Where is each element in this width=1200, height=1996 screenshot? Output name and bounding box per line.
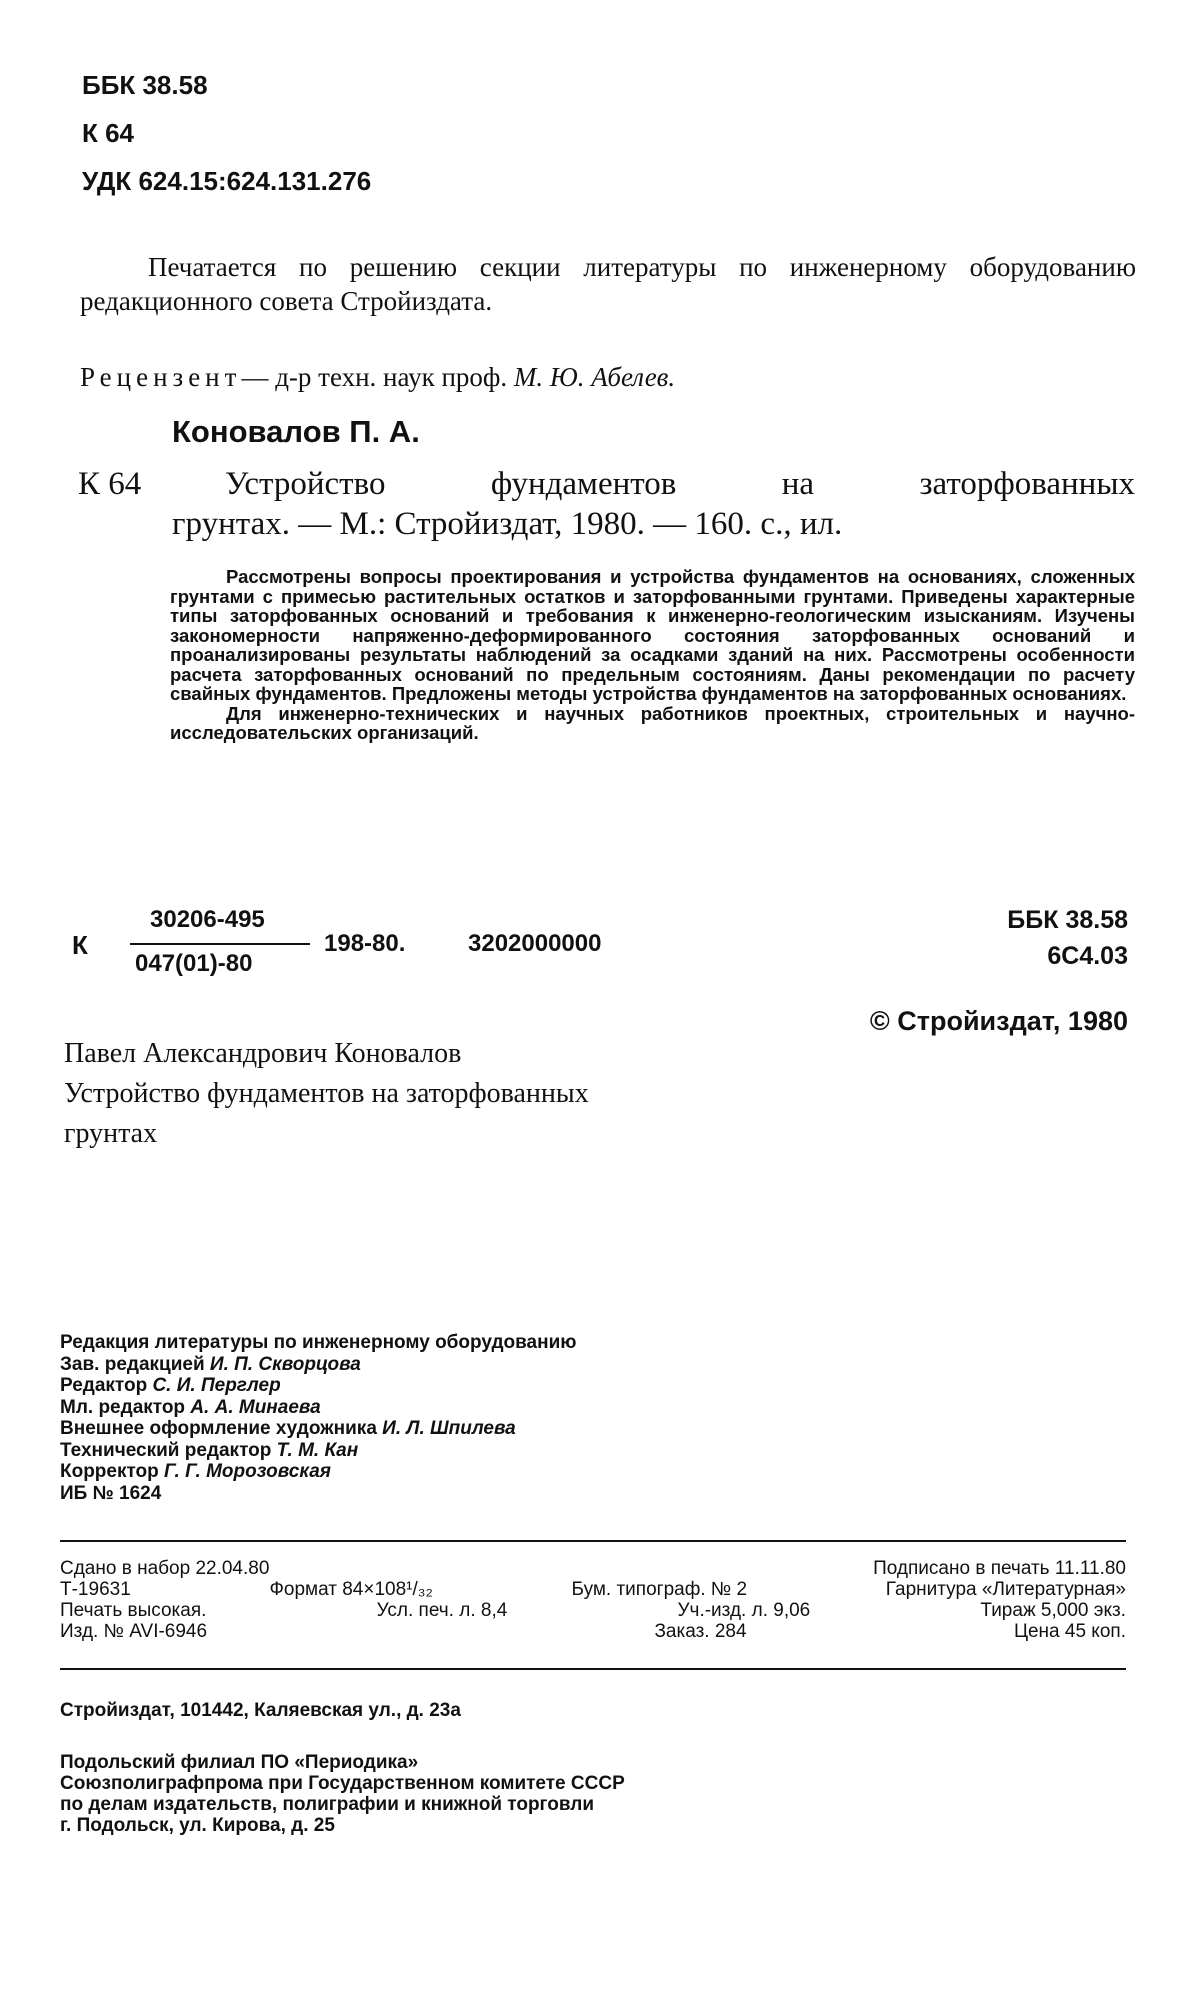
book-entry-title [225, 466, 1135, 503]
imprint [60, 1558, 1126, 1642]
reviewer-label: Рецензент [80, 362, 242, 392]
author-mark: К 64 [82, 118, 135, 148]
copyright: © Стройиздат, 1980 [869, 1006, 1128, 1036]
credit-line: Зав. редакцией И. П. Скворцова [60, 1353, 361, 1375]
credit-line: Редактор С. И. Перглер [60, 1375, 281, 1396]
book-title-line1: Устройство фундаментов на заторфованных [64, 1078, 589, 1109]
index-numerator: 30206-495 [150, 906, 265, 933]
credit-line: Мл. редактор А. А. Минаева [60, 1396, 321, 1418]
printer-line: по делам издательств, полиграфии и книжной торговли [60, 1794, 595, 1815]
credit-line: Внешнее оформление художника И. Л. Шпилева [60, 1418, 516, 1439]
book-title-line2: грунтах [64, 1118, 158, 1149]
publisher-address: Стройиздат, 101442, Каляевская ул., д. 23а [60, 1700, 461, 1721]
approval-note: Печатается по решению секции литературы по инженерному оборудованию редакционного совета Стройиздата. [80, 252, 1136, 316]
book-entry-line2: грунтах. — М.: Стройиздат, 1980. — 160. с., ил. [172, 506, 843, 542]
author-full-name: Павел Александрович Коновалов [64, 1038, 462, 1069]
reviewer-name: М. Ю. Абелев. [513, 362, 676, 392]
index-code: 3202000000 [468, 930, 602, 957]
annotation-paragraph-1: Рассмотрены вопросы проектирования и устройства фундаментов на основаниях, сложенных грунтами с примесью растительных остатков и заторфованными грунтами. Приведены характерные типы заторфованных оснований и требования к инженерно-геологическим изысканиям. Изучены закономерности напряженно-деформированного состояния заторфованных оснований и проанализированы результаты наблюдений за осадками зданий на них. Рассмотрены особенности расчета заторфованных оснований по предельным состояниям. Даны рекомендации по расчету свайных фундаментов. Предложены методы устройства фундаментов на заторфованных основаниях. [170, 566, 1135, 704]
fraction-bar [130, 943, 310, 945]
reviewer-line [80, 362, 675, 393]
imprint-row-4: Изд. № AVI-6946 Заказ. 284 Цена 45 коп. [60, 1621, 1126, 1642]
printer-info [60, 1752, 625, 1836]
reviewer-text: — д-р техн. наук проф. [241, 362, 508, 392]
index-bbk: ББК 38.58 [1007, 906, 1128, 934]
annotation-paragraph-2: Для инженерно-технических и научных работников проектных, строительных и научно-исследовательских организаций. [170, 702, 1135, 743]
book-entry-line1: Устройство фундаментов на заторфованных [225, 466, 1135, 502]
imprint-row-2: Т-19631 Формат 84×108¹/₃₂ Бум. типограф. № 2 Гарнитура «Литературная» [60, 1579, 1126, 1600]
credit-line: Корректор Г. Г. Морозовская [60, 1461, 331, 1482]
index-subcode: 6С4.03 [1047, 942, 1128, 970]
book-entry-code: К 64 [78, 466, 142, 502]
printer-line: г. Подольск, ул. Кирова, д. 25 [60, 1815, 335, 1836]
imprint-row-1: Сдано в набор 22.04.80 Подписано в печать 11.11.80 [60, 1558, 1126, 1579]
printer-line: Союзполиграфпрома при Государственном комитете СССР [60, 1773, 625, 1794]
credit-line: ИБ № 1624 [60, 1482, 162, 1504]
annotation [170, 567, 1135, 743]
index-denominator: 047(01)-80 [135, 950, 253, 977]
credit-line: Редакция литературы по инженерному оборудованию [60, 1332, 577, 1353]
udk-code: УДК 624.15:624.131.276 [82, 166, 372, 196]
imprint-row-3: Печать высокая. Усл. печ. л. 8,4 Уч.-изд. л. 9,06 Тираж 5,000 экз. [60, 1600, 1126, 1621]
imprint-top-rule [60, 1540, 1126, 1542]
printer-line: Подольский филиал ПО «Периодика» [60, 1752, 419, 1773]
author-heading: Коновалов П. А. [172, 414, 420, 449]
credits [60, 1332, 577, 1504]
imprint-bottom-rule [60, 1668, 1126, 1670]
index-letter: К [72, 930, 88, 960]
index-number: 198-80. [324, 930, 406, 957]
credit-line: Технический редактор Т. М. Кан [60, 1439, 359, 1461]
bbk-code: ББК 38.58 [82, 70, 208, 100]
